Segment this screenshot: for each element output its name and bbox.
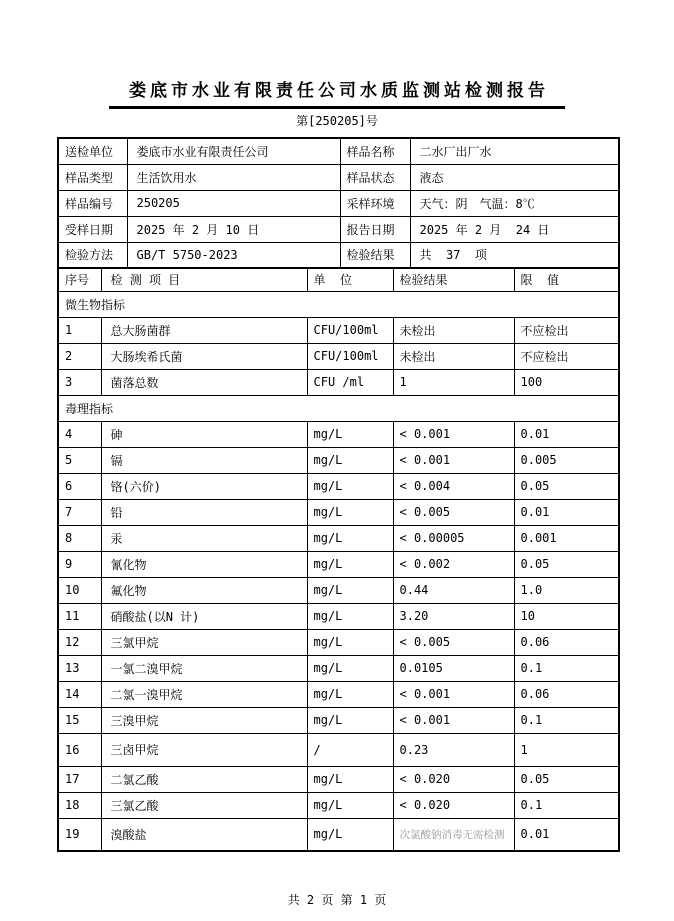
title-block (0, 76, 674, 109)
cell-item: 镉 (101, 447, 307, 473)
cell-limit: 1 (514, 733, 619, 766)
cell-unit: CFU /ml (307, 369, 393, 395)
info-label: 样品状态 (340, 164, 410, 190)
cell-item: 砷 (101, 421, 307, 447)
cell-limit: 0.1 (514, 707, 619, 733)
cell-limit: 0.05 (514, 473, 619, 499)
cell-result: 3.20 (393, 603, 514, 629)
cell-result: < 0.004 (393, 473, 514, 499)
cell-unit: mg/L (307, 707, 393, 733)
cell-unit: mg/L (307, 766, 393, 792)
cell-no: 10 (58, 577, 101, 603)
cell-result: < 0.005 (393, 499, 514, 525)
cell-limit: 不应检出 (514, 317, 619, 343)
cell-limit: 0.005 (514, 447, 619, 473)
info-row (58, 138, 619, 164)
cell-item: 三卤甲烷 (101, 733, 307, 766)
cell-no: 17 (58, 766, 101, 792)
cell-no: 8 (58, 525, 101, 551)
info-value: 二水厂出厂水 (410, 138, 619, 164)
cell-limit: 0.1 (514, 655, 619, 681)
info-value: 液态 (410, 164, 619, 190)
item-row (58, 629, 619, 655)
item-row (58, 766, 619, 792)
cell-item: 二氯乙酸 (101, 766, 307, 792)
item-row (58, 447, 619, 473)
item-row (58, 681, 619, 707)
cell-item: 菌落总数 (101, 369, 307, 395)
cell-no: 16 (58, 733, 101, 766)
cell-no: 6 (58, 473, 101, 499)
cell-unit: mg/L (307, 792, 393, 818)
item-row (58, 525, 619, 551)
cell-unit: mg/L (307, 525, 393, 551)
info-value: 生活饮用水 (127, 164, 340, 190)
cell-no: 4 (58, 421, 101, 447)
cell-result: 未检出 (393, 317, 514, 343)
cell-item: 总大肠菌群 (101, 317, 307, 343)
cell-unit: mg/L (307, 681, 393, 707)
cell-result: 次氯酸钠消毒无需检测 (393, 818, 514, 851)
section-title: 毒理指标 (58, 395, 619, 421)
info-row (58, 216, 619, 242)
cell-unit: mg/L (307, 551, 393, 577)
cell-no: 9 (58, 551, 101, 577)
test-items-table (57, 267, 620, 852)
cell-limit: 0.1 (514, 792, 619, 818)
cell-no: 15 (58, 707, 101, 733)
cell-unit: mg/L (307, 577, 393, 603)
item-row (58, 551, 619, 577)
cell-item: 一氯二溴甲烷 (101, 655, 307, 681)
cell-no: 11 (58, 603, 101, 629)
item-row (58, 421, 619, 447)
cell-result: < 0.001 (393, 421, 514, 447)
item-row (58, 655, 619, 681)
info-value: 2025 年 2 月 24 日 (410, 216, 619, 242)
cell-unit: / (307, 733, 393, 766)
cell-item: 硝酸盐(以N 计) (101, 603, 307, 629)
cell-item: 三氯乙酸 (101, 792, 307, 818)
cell-unit: mg/L (307, 655, 393, 681)
cell-unit: CFU/100ml (307, 317, 393, 343)
cell-item: 三氯甲烷 (101, 629, 307, 655)
item-row (58, 733, 619, 766)
cell-result: < 0.005 (393, 629, 514, 655)
cell-limit: 0.01 (514, 421, 619, 447)
cell-limit: 0.01 (514, 499, 619, 525)
cell-item: 氟化物 (101, 577, 307, 603)
cell-result: < 0.001 (393, 681, 514, 707)
item-row (58, 473, 619, 499)
cell-result: < 0.001 (393, 447, 514, 473)
item-row (58, 577, 619, 603)
info-label: 检验结果 (340, 242, 410, 268)
col-header-limit: 限 值 (514, 268, 619, 291)
info-row (58, 164, 619, 190)
cell-limit: 1.0 (514, 577, 619, 603)
items-header-row (58, 268, 619, 291)
cell-item: 溴酸盐 (101, 818, 307, 851)
col-header-item: 检 测 项 目 (101, 268, 307, 291)
cell-item: 三溴甲烷 (101, 707, 307, 733)
cell-item: 氰化物 (101, 551, 307, 577)
info-value: 250205 (127, 190, 340, 216)
page-footer: 共 2 页 第 1 页 (287, 893, 387, 907)
info-row (58, 242, 619, 268)
cell-item: 大肠埃希氏菌 (101, 343, 307, 369)
cell-limit: 0.05 (514, 551, 619, 577)
report-number: 第[250205]号 (296, 114, 378, 128)
cell-limit: 0.01 (514, 818, 619, 851)
cell-no: 2 (58, 343, 101, 369)
info-label: 样品名称 (340, 138, 410, 164)
cell-result: < 0.020 (393, 792, 514, 818)
cell-result: < 0.00005 (393, 525, 514, 551)
cell-limit: 100 (514, 369, 619, 395)
info-value: 2025 年 2 月 10 日 (127, 216, 340, 242)
cell-limit: 不应检出 (514, 343, 619, 369)
cell-no: 1 (58, 317, 101, 343)
cell-limit: 0.001 (514, 525, 619, 551)
page-title: 娄底市水业有限责任公司水质监测站检测报告 (109, 76, 565, 109)
cell-unit: mg/L (307, 818, 393, 851)
info-row (58, 190, 619, 216)
info-label: 样品类型 (58, 164, 127, 190)
cell-no: 12 (58, 629, 101, 655)
cell-no: 19 (58, 818, 101, 851)
cell-unit: mg/L (307, 603, 393, 629)
cell-no: 14 (58, 681, 101, 707)
item-row (58, 603, 619, 629)
cell-result: < 0.002 (393, 551, 514, 577)
info-value: 天气：阴 气温：8℃ (410, 190, 619, 216)
cell-item: 铅 (101, 499, 307, 525)
cell-unit: CFU/100ml (307, 343, 393, 369)
cell-result: 0.0105 (393, 655, 514, 681)
cell-unit: mg/L (307, 629, 393, 655)
cell-item: 铬(六价) (101, 473, 307, 499)
cell-result: < 0.020 (393, 766, 514, 792)
cell-no: 18 (58, 792, 101, 818)
section-title: 微生物指标 (58, 291, 619, 317)
cell-item: 二氯一溴甲烷 (101, 681, 307, 707)
item-row (58, 343, 619, 369)
item-row (58, 317, 619, 343)
cell-limit: 0.06 (514, 629, 619, 655)
cell-result: 未检出 (393, 343, 514, 369)
info-value: GB/T 5750-2023 (127, 242, 340, 268)
item-row (58, 707, 619, 733)
info-label: 样品编号 (58, 190, 127, 216)
item-row (58, 499, 619, 525)
info-value: 共 37 项 (410, 242, 619, 268)
info-value: 娄底市水业有限责任公司 (127, 138, 340, 164)
section-row (58, 395, 619, 421)
cell-unit: mg/L (307, 421, 393, 447)
col-header-no: 序号 (58, 268, 101, 291)
cell-unit: mg/L (307, 499, 393, 525)
cell-limit: 0.06 (514, 681, 619, 707)
info-label: 报告日期 (340, 216, 410, 242)
cell-limit: 0.05 (514, 766, 619, 792)
info-label: 采样环境 (340, 190, 410, 216)
cell-no: 3 (58, 369, 101, 395)
cell-no: 13 (58, 655, 101, 681)
col-header-unit: 单 位 (307, 268, 393, 291)
sample-info-table (57, 137, 620, 269)
cell-result: < 0.001 (393, 707, 514, 733)
cell-item: 汞 (101, 525, 307, 551)
cell-limit: 10 (514, 603, 619, 629)
cell-result: 0.44 (393, 577, 514, 603)
cell-result: 1 (393, 369, 514, 395)
item-row (58, 792, 619, 818)
item-row (58, 818, 619, 851)
cell-unit: mg/L (307, 447, 393, 473)
cell-no: 7 (58, 499, 101, 525)
cell-unit: mg/L (307, 473, 393, 499)
info-label: 送检单位 (58, 138, 127, 164)
col-header-result: 检验结果 (393, 268, 514, 291)
tables-container (57, 137, 618, 852)
item-row (58, 369, 619, 395)
cell-result: 0.23 (393, 733, 514, 766)
cell-no: 5 (58, 447, 101, 473)
info-label: 受样日期 (58, 216, 127, 242)
info-label: 检验方法 (58, 242, 127, 268)
section-row (58, 291, 619, 317)
